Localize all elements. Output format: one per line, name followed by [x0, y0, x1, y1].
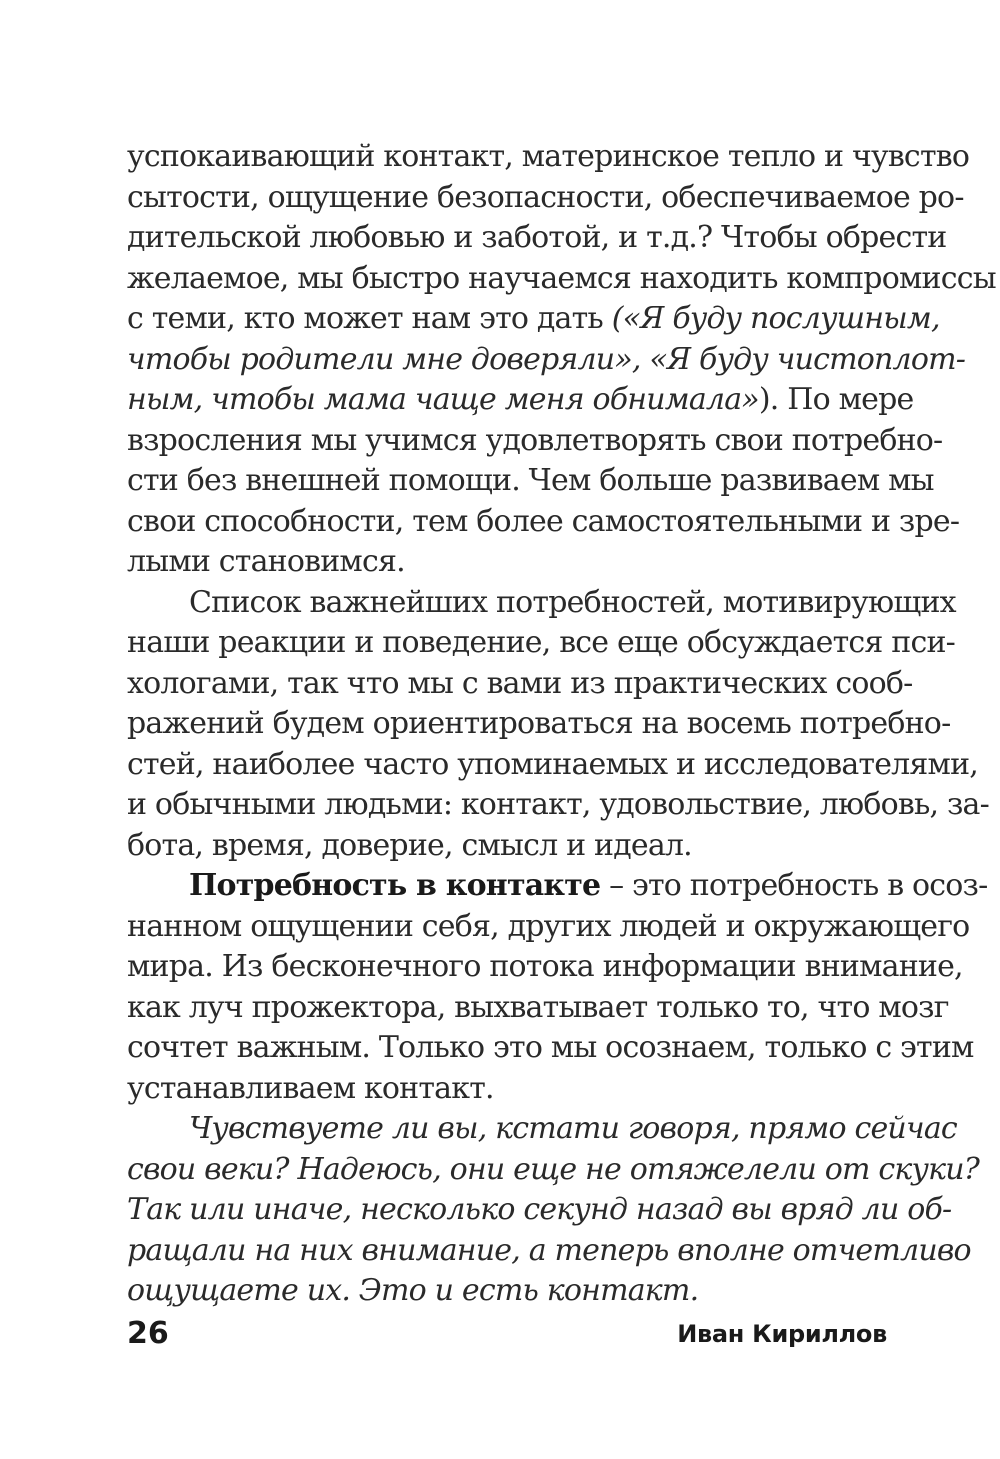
italic-quote: («Я буду послушным, — [611, 301, 940, 336]
text-line: хологами, так что мы с вами из практических сооб- — [127, 665, 913, 701]
text-line: ражений будем ориентироваться на восемь потребно- — [127, 706, 951, 741]
text-line: Чувствуете ли вы, кстати говоря, прямо сейчас — [189, 1111, 957, 1146]
text-line: сти без внешней помощи. Чем больше развиваем мы — [127, 463, 934, 498]
paragraph-1 — [127, 137, 996, 583]
text-line: нанном ощущении себя, других людей и окружающего — [127, 908, 970, 944]
text-run: – это потребность в осоз- — [600, 868, 988, 903]
text-line: ращали на них внимание, а теперь вполне отчетливо — [127, 1232, 971, 1268]
text-line: как луч прожектора, выхватывает только то, что мозг — [127, 989, 949, 1025]
text-line: Список важнейших потребностей, мотивирующих — [189, 584, 956, 620]
text-line: устанавливаем контакт. — [127, 1070, 494, 1106]
text-line — [127, 380, 914, 421]
text-line — [127, 340, 966, 381]
text-run: ). По мере — [758, 382, 914, 417]
text-run: с теми, кто может нам это дать — [127, 301, 612, 336]
text-line: свои способности, тем более самостоятельными и зре- — [127, 503, 960, 539]
text-line — [127, 299, 940, 340]
text-line: свои веки? Надеюсь, они еще не отяжелели от скуки? — [127, 1151, 980, 1187]
bold-term: Потребность в контакте — [189, 868, 601, 903]
page-number: 26 — [127, 1316, 169, 1351]
paragraph-2 — [127, 583, 989, 867]
text-line: лыми становимся. — [127, 544, 405, 579]
text-line: бота, время, доверие, смысл и идеал. — [127, 827, 692, 863]
italic-quote: чтобы родители мне доверяли», «Я буду чистоплот- — [127, 341, 966, 377]
author-name: Иван Кириллов — [677, 1320, 887, 1348]
text-line: ощущаете их. Это и есть контакт. — [127, 1273, 699, 1308]
text-line: сытости, ощущение безопасности, обеспечиваемое ро- — [127, 179, 964, 215]
text-line: успокаивающий контакт, материнское тепло и чувство — [127, 139, 970, 174]
page-footer — [127, 1316, 887, 1352]
text-line: сочтет важным. Только это мы осознаем, только с этим — [127, 1030, 974, 1065]
italic-quote: ным, чтобы мама чаще меня обнимала» — [127, 382, 759, 417]
text-line: Так или иначе, несколько секунд назад вы вряд ли об- — [127, 1192, 952, 1227]
paragraph-4-italic — [127, 1109, 980, 1312]
text-line: и обычными людьми: контакт, удовольствие, любовь, за- — [127, 787, 989, 822]
text-line: стей, наиболее часто упоминаемых и исследователями, — [127, 746, 979, 782]
text-line: взросления мы учимся удовлетворять свои потребно- — [127, 422, 943, 458]
paragraph-3 — [127, 866, 988, 1109]
text-line: желаемое, мы быстро научаемся находить компромиссы — [127, 260, 996, 296]
page-body — [127, 137, 996, 1312]
text-line: мира. Из бесконечного потока информации внимание, — [127, 949, 963, 984]
text-line: наши реакции и поведение, все еще обсуждается пси- — [127, 625, 955, 660]
text-line — [127, 866, 988, 907]
text-line: дительской любовью и заботой, и т.д.? Чтобы обрести — [127, 220, 947, 255]
